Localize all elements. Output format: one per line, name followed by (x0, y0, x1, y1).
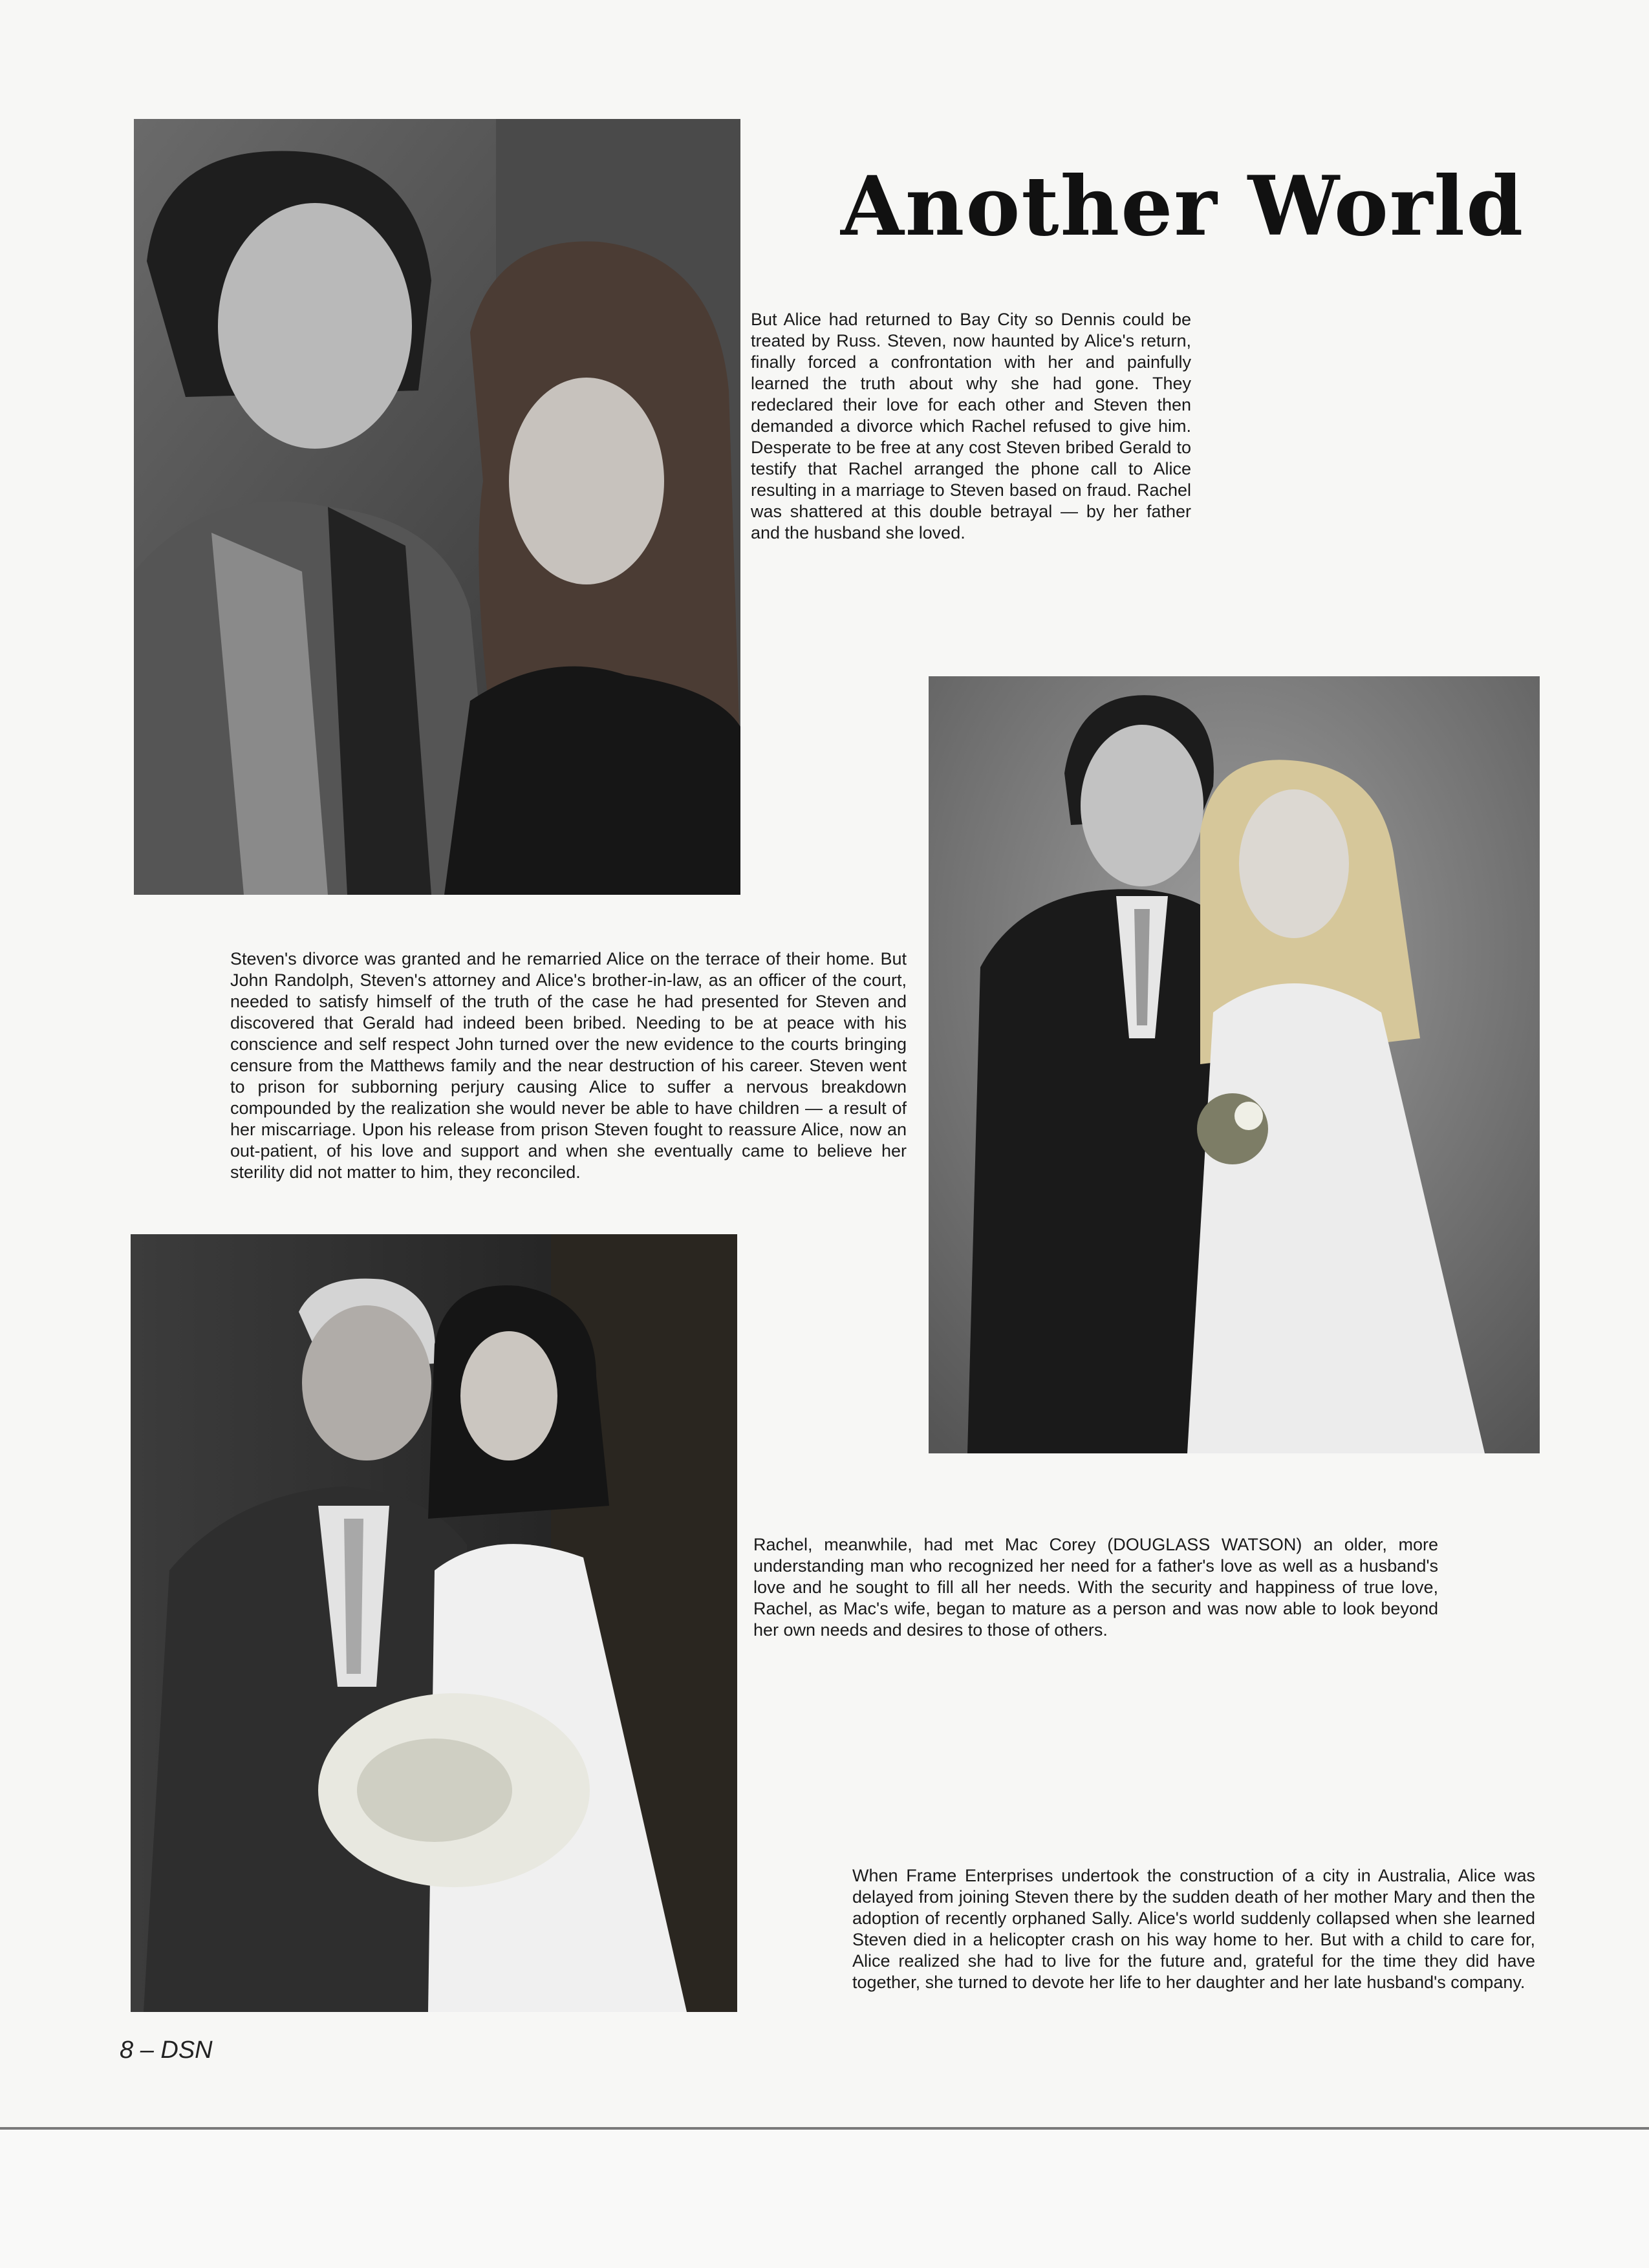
page-title: Another World (841, 158, 1525, 254)
photo-steven-and-alice (134, 119, 740, 895)
photo-mac-and-rachel-wedding (131, 1234, 737, 2012)
page-folio: 8 – DSN (120, 2037, 213, 2064)
photo-wedding-portrait-image (929, 676, 1540, 1453)
photo-wedding-portrait (929, 676, 1540, 1453)
article-paragraph-1: But Alice had returned to Bay City so Dennis could be treated by Russ. Steven, now haunted by Alice's return, finally forced a confrontation with her and painfully learned the truth about why she had gone. They redeclared their love for each other and Steven then demanded a divorce which Rachel refused to give him. Desperate to be free at any cost Steven bribed Gerald to testify that Rachel arranged the phone call to Alice resulting in a marriage to Steven based on fraud. Rachel was shattered at this double betrayal — by her father and the husband she loved. (751, 310, 1191, 542)
article-paragraph-2: Steven's divorce was granted and he remarried Alice on the terrace of their home. But John Randolph, Steven's attorney and Alice's brother-in-law, as an officer of the court, needed to satisfy himself of the truth of the case he had presented for Steven and discovered that Gerald had indeed been bribed. Needing to be at peace with his conscience and self respect John turned over the new evidence to the courts bringing censure from the Matthews family and the near destruction of his career. Steven went to prison for subborning perjury causing Alice to suffer a nervous breakdown compounded by the realization she would never be able to have children — a result of her miscarriage. Upon his release from prison Steven fought to reassure Alice, now an out-patient, of his love and support and when she eventually came to believe her sterility did not matter to him, they reconciled. (230, 949, 907, 1182)
photo-mac-and-rachel-wedding-image (131, 1234, 737, 2012)
article-paragraph-4: When Frame Enterprises undertook the construction of a city in Australia, Alice was delayed from joining Steven there by the sudden death of her mother Mary and then the adoption of recently orphaned Sally. Alice's world suddenly collapsed when she learned Steven died in a helicopter crash on his way home to her. But with a child to care for, Alice realized she had to live for the future and, grateful for the time they did have together, she turned to devote her life to her daughter and her late husband's company. (852, 1866, 1535, 1992)
next-page-edge (0, 2130, 1649, 2268)
photo-steven-and-alice-image (134, 119, 740, 895)
article-paragraph-3: Rachel, meanwhile, had met Mac Corey (DOUGLASS WATSON) an older, more understanding man who recognized her need for a father's love as well as a husband's love and he sought to fill all her needs. With the security and happiness of true love, Rachel, as Mac's wife, began to mature as a person and was now able to look beyond her own needs and desires to those of others. (753, 1535, 1438, 1640)
